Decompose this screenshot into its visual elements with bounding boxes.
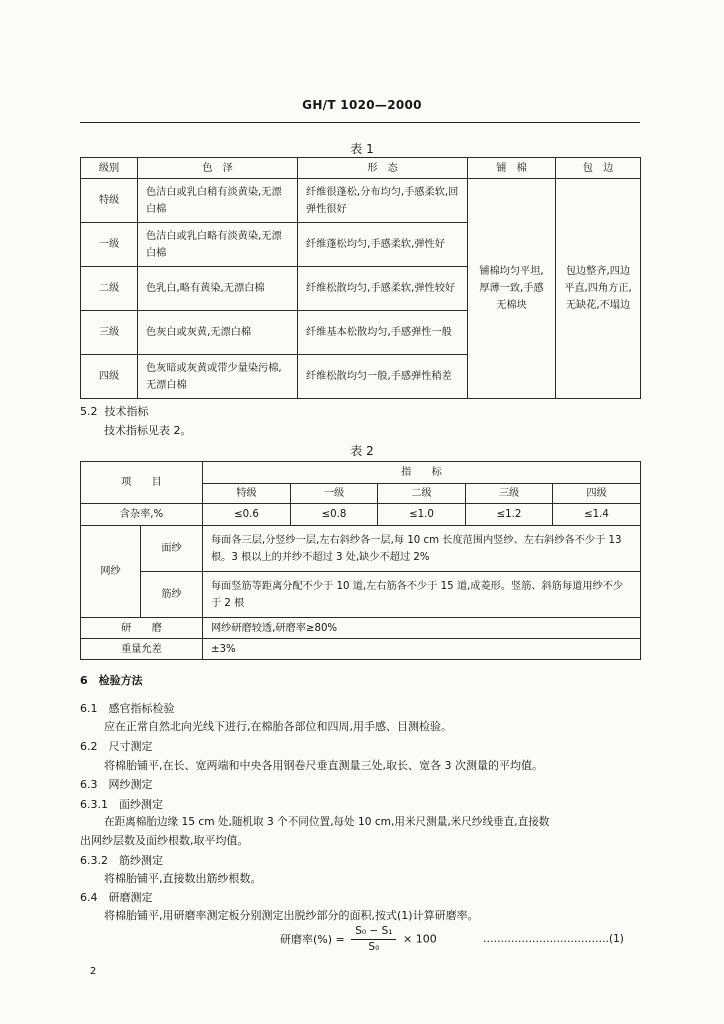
grind-label: 研 磨 (81, 618, 203, 639)
formula-number: ………………………………(1) (483, 933, 624, 945)
index-header: 指 标 (203, 462, 641, 484)
grade-header: 三级 (466, 484, 553, 504)
section-6-3-2-text: 将棉胎铺平,直接数出筋纱根数。 (104, 872, 262, 885)
grind-text: 网纱研磨较透,研磨率≥80% (203, 618, 641, 639)
color-cell: 色洁白或乳白略有淡黄染,无漂白棉 (138, 223, 298, 267)
impurity-value: ≤1.2 (466, 504, 553, 526)
section-6-heading: 6 检验方法 (80, 674, 143, 687)
rib-yarn-row (81, 572, 641, 618)
table1-header-color: 色 泽 (138, 158, 298, 179)
table1-header-grade: 级别 (81, 158, 138, 179)
rib-yarn-label: 筋纱 (141, 572, 203, 618)
color-cell: 色灰暗或灰黄或带少量染污棉,无漂白棉 (138, 355, 298, 399)
weight-text: ±3% (203, 639, 641, 660)
grade-cell: 四级 (81, 355, 138, 399)
section-6-3-1-text-line1: 在距离棉胎边缘 15 cm 处,随机取 3 个不同位置,每处 10 cm,用米尺测量,米尺纱线垂直,直接数 (104, 816, 550, 828)
face-yarn-text: 每面各三层,分竖纱一层,左右斜纱各一层,每 10 cm 长度范围内竖纱、左右斜纱各不少于 13 根。3 根以上的并纱不超过 3 处,缺少不超过 2% (203, 526, 641, 572)
page-number: 2 (90, 966, 97, 977)
section-6-4-text: 将棉胎铺平,用研磨率测定板分别测定出脱纱部分的面积,按式(1)计算研磨率。 (104, 909, 479, 922)
color-cell: 色洁白或乳白稍有淡黄染,无漂白棉 (138, 179, 298, 223)
table1-header-row (81, 158, 641, 179)
grind-row (81, 618, 641, 639)
impurity-value: ≤1.0 (378, 504, 466, 526)
grade-cell: 二级 (81, 267, 138, 311)
formula-rhs: × 100 (402, 932, 437, 946)
formula-fraction (351, 924, 396, 954)
table1-header-spread: 铺 棉 (468, 158, 556, 179)
section-5-2-title: 技术指标 (104, 405, 149, 418)
color-cell: 色灰白或灰黄,无漂白棉 (138, 311, 298, 355)
form-cell: 纤维松散均匀一般,手感弹性稍差 (298, 355, 468, 399)
form-cell: 纤维基本松散均匀,手感弹性一般 (298, 311, 468, 355)
grade-cell: 一级 (81, 223, 138, 267)
formula-denominator: S₀ (368, 941, 380, 953)
impurity-row (81, 504, 641, 526)
section-5-2-number: 5.2 (80, 405, 98, 418)
section-6-2-text: 将棉胎铺平,在长、宽两端和中央各用钢卷尺垂直测量三处,取长、宽各 3 次测量的平均值。 (104, 759, 543, 772)
grade-cell: 三级 (81, 311, 138, 355)
grade-header: 一级 (291, 484, 378, 504)
form-cell: 纤维很蓬松,分布均匀,手感柔软,回弹性很好 (298, 179, 468, 223)
grind-rate-formula (280, 924, 437, 954)
table2-header-row (81, 462, 641, 484)
impurity-value: ≤0.8 (291, 504, 378, 526)
impurity-value: ≤1.4 (553, 504, 641, 526)
header-rule (80, 122, 640, 123)
section-6-1-heading: 6.1 感官指标检验 (80, 702, 175, 715)
form-cell: 纤维蓬松均匀,手感柔软,弹性好 (298, 223, 468, 267)
table1-header-form: 形 态 (298, 158, 468, 179)
formula-numerator: S₀ − S₁ (351, 924, 396, 940)
section-6-2-heading: 6.2 尺寸测定 (80, 740, 153, 753)
section-6-3-1-text-line2: 出网纱层数及面纱根数,取平均值。 (80, 834, 249, 847)
weight-label: 重量允差 (81, 639, 203, 660)
section-5-2-heading (80, 403, 149, 419)
form-cell: 纤维松散均匀,手感柔软,弹性较好 (298, 267, 468, 311)
color-cell: 色乳白,略有黄染,无漂白棉 (138, 267, 298, 311)
impurity-label: 含杂率,% (81, 504, 203, 526)
formula-lhs: 研磨率(%) = (280, 933, 345, 946)
section-6-3-1-heading: 6.3.1 面纱测定 (80, 798, 163, 811)
rib-yarn-text: 每面竖筋等距离分配不少于 10 道,左右筋各不少于 15 道,成菱形。竖筋、斜筋每道用纱不少于 2 根 (203, 572, 641, 618)
table2-caption: 表 2 (350, 444, 374, 458)
table1 (80, 157, 641, 399)
grade-header: 四级 (553, 484, 641, 504)
section-6-3-2-heading: 6.3.2 筋纱测定 (80, 854, 163, 867)
impurity-value: ≤0.6 (203, 504, 291, 526)
section-6-4-heading: 6.4 研磨测定 (80, 891, 153, 904)
section-6-3-heading: 6.3 网纱测定 (80, 778, 153, 791)
face-yarn-label: 面纱 (141, 526, 203, 572)
grade-header: 特级 (203, 484, 291, 504)
section-6-1-text: 应在正常自然北向光线下进行,在棉胎各部位和四周,用手感、目测检验。 (104, 720, 452, 733)
table2 (80, 461, 641, 660)
standard-code: GH/T 1020—2000 (302, 98, 422, 112)
edge-cell: 包边整齐,四边平直,四角方正,无缺花,不塌边 (556, 179, 641, 399)
table1-header-edge: 包 边 (556, 158, 641, 179)
table1-caption: 表 1 (350, 142, 374, 156)
net-yarn-label: 网纱 (81, 526, 141, 618)
spread-cell: 铺棉均匀平坦,厚薄一致,手感无棉块 (468, 179, 556, 399)
section-5-2-text: 技术指标见表 2。 (104, 424, 192, 437)
grade-cell: 特级 (81, 179, 138, 223)
face-yarn-row (81, 526, 641, 572)
weight-row (81, 639, 641, 660)
item-header: 项 目 (81, 462, 203, 504)
table-row (81, 179, 641, 223)
grade-header: 二级 (378, 484, 466, 504)
